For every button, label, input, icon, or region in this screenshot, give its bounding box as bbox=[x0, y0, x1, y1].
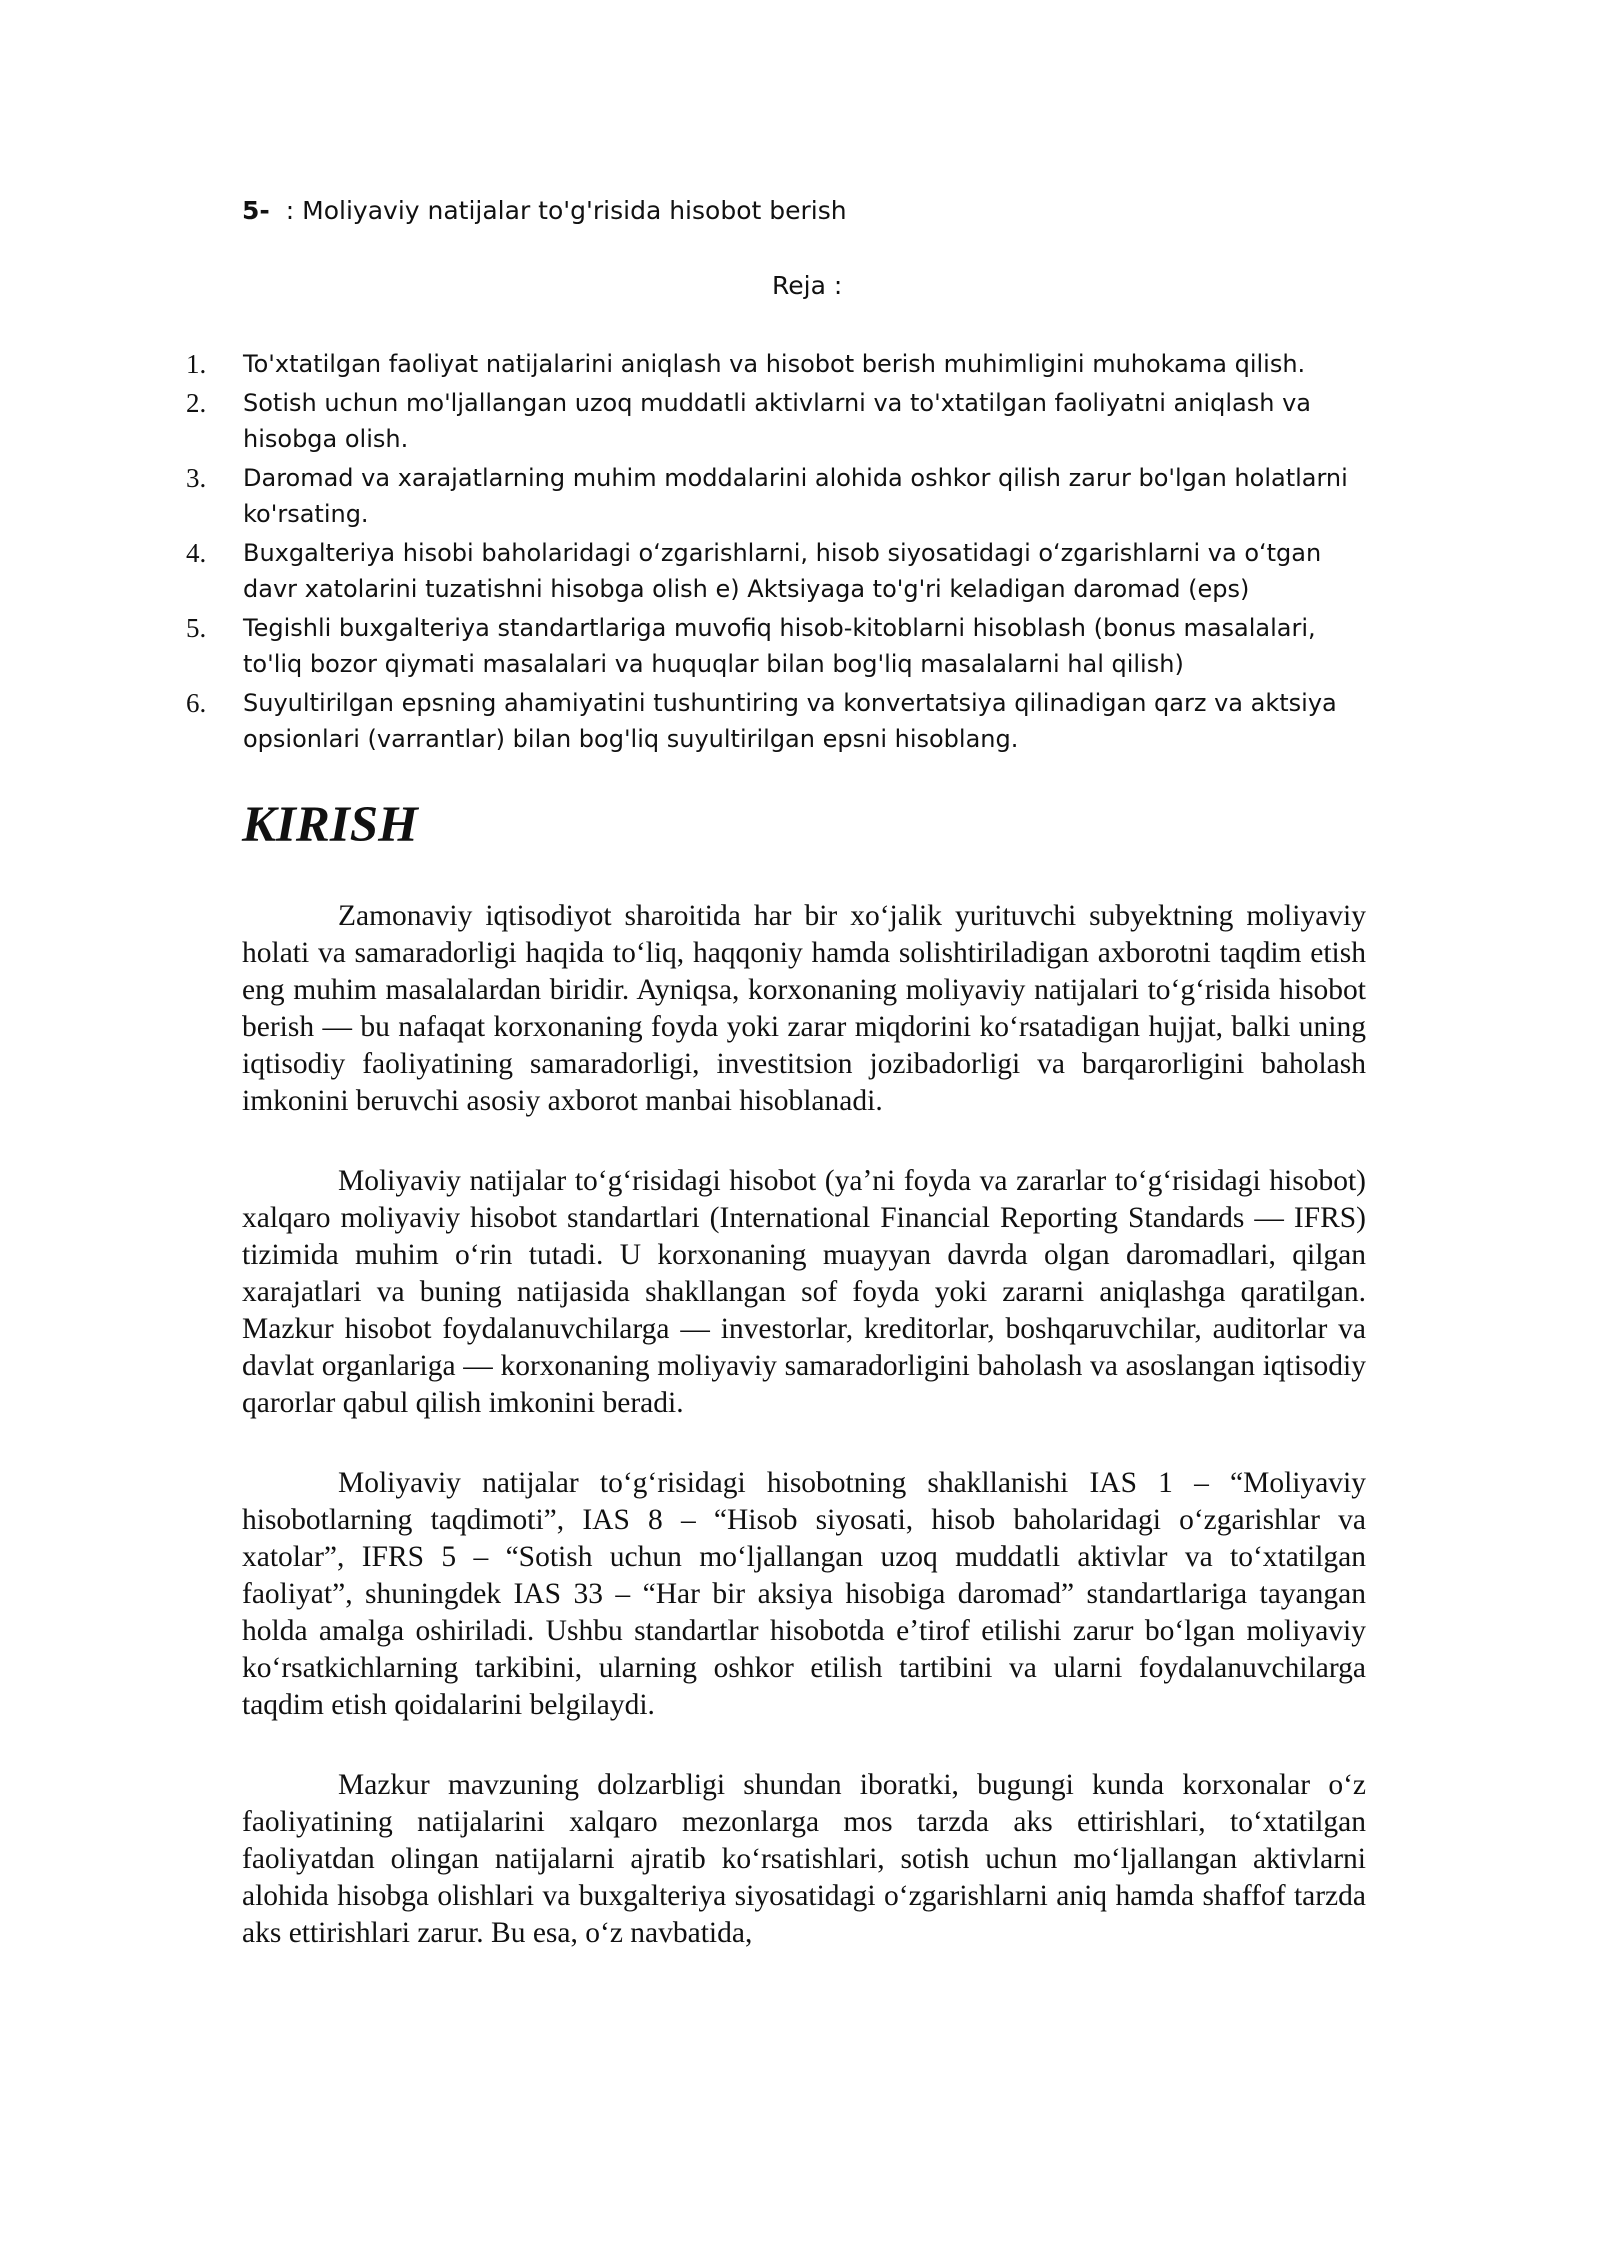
plan-item bbox=[186, 685, 1366, 757]
plan-item-number: 6. bbox=[186, 688, 207, 718]
topic-title: : Moliyaviy natijalar to'g'risida hisobot berish bbox=[285, 196, 847, 225]
plan-item bbox=[186, 385, 1366, 457]
plan-item-number: 5. bbox=[186, 613, 207, 643]
paragraph: Moliyaviy natijalar toʻgʻrisidagi hisobot (yaʼni foyda va zararlar toʻgʻrisidagi hisobot) xalqaro moliyaviy hisobot standartlari (International Financial Reporting Standards — IFRS) tizimida muhim oʻrin tutadi. U korxonaning muayyan davrda olgan daromadlari, qilgan xarajatlari va buning natijasida shakllangan sof foyda yoki zararni aniqlashga qaratilgan. Mazkur hisobot foydalanuvchilarga — investorlar, kreditorlar, boshqaruvchilar, auditorlar va davlat organlariga — korxonaning moliyaviy samaradorligini baholash va asoslangan iqtisodiy qarorlar qabul qilish imkonini beradi. bbox=[242, 1165, 1366, 1419]
plan-item-number: 3. bbox=[186, 463, 207, 493]
paragraph: Mazkur mavzuning dolzarbligi shundan iboratki, bugungi kunda korxonalar oʻz faoliyatining natijalarini xalqaro mezonlarga mos tarzda aks ettirishlari, toʻxtatilgan faoliyatdan olingan natijalarni ajratib koʻrsatishlari, sotish uchun moʻljallangan aktivlarni alohida hisobga olishlari va buxgalteriya siyosatidagi oʻzgarishlarni aniq hamda shaffof tarzda aks ettirishlari zarur. Bu esa, oʻz navbatida, bbox=[242, 1769, 1366, 1949]
plan-item-text: Buxgalteriya hisobi baholaridagi oʻzgarishlarni, hisob siyosatidagi oʻzgarishlarni va oʻtgan davr xatolarini tuzatishni hisobga olish e) Aktsiyaga to'g'ri keladigan daromad (eps) bbox=[243, 539, 1322, 603]
plan-item bbox=[186, 610, 1366, 682]
topic-number: 5- bbox=[242, 196, 270, 225]
plan-item-number: 4. bbox=[186, 538, 207, 568]
plan-item bbox=[186, 535, 1366, 607]
plan-item bbox=[186, 460, 1366, 532]
plan-item-text: Daromad va xarajatlarning muhim moddalarini alohida oshkor qilish zarur bo'lgan holatlarni ko'rsating. bbox=[243, 464, 1348, 528]
plan-list bbox=[186, 346, 1366, 760]
plan-item-number: 2. bbox=[186, 388, 207, 418]
plan-item-text: Tegishli buxgalteriya standartlariga muvofiq hisob-kitoblarni hisoblash (bonus masalalari, to'liq bozor qiymati masalalari va huquqlar bilan bog'liq masalalarni hal qilish) bbox=[243, 614, 1316, 678]
body-text bbox=[242, 898, 1366, 1995]
section-title: KIRISH bbox=[242, 797, 418, 853]
plan-item-number: 1. bbox=[186, 349, 207, 379]
plan-item-text: Suyultirilgan epsning ahamiyatini tushuntiring va konvertatsiya qilinadigan qarz va aktsiya opsionlari (varrantlar) bilan bog'liq suyultirilgan epsni hisoblang. bbox=[243, 689, 1337, 753]
paragraph: Zamonaviy iqtisodiyot sharoitida har bir xoʻjalik yurituvchi subyektning moliyaviy holati va samaradorligi haqida toʻliq, haqqoniy hamda solishtiriladigan axborotni taqdim etish eng muhim masalalardan biridir. Ayniqsa, korxonaning moliyaviy natijalari toʻgʻrisida hisobot berish — bu nafaqat korxonaning foyda yoki zarar miqdorini koʻrsatadigan hujjat, balki uning iqtisodiy faoliyatining samaradorligi, investitsion jozibadorligi va barqarorligini baholash imkonini beruvchi asosiy axborot manbai hisoblanadi. bbox=[242, 900, 1366, 1117]
paragraph: Moliyaviy natijalar toʻgʻrisidagi hisobotning shakllanishi IAS 1 – “Moliyaviy hisobotlarning taqdimoti”, IAS 8 – “Hisob siyosati, hisob baholaridagi oʻzgarishlar va xatolar”, IFRS 5 – “Sotish uchun moʻljallangan uzoq muddatli aktivlar va toʻxtatilgan faoliyat”, shuningdek IAS 33 – “Har bir aksiya hisobiga daromad” standartlariga tayangan holda amalga oshiriladi. Ushbu standartlar hisobotda eʼtirof etilishi zarur boʻlgan moliyaviy koʻrsatkichlarning tarkibini, ularning oshkor etilish tartibini va ularni foydalanuvchilarga taqdim etish qoidalarini belgilaydi. bbox=[242, 1467, 1366, 1721]
plan-heading: Reja : bbox=[772, 271, 843, 300]
plan-item-text: To'xtatilgan faoliyat natijalarini aniqlash va hisobot berish muhimligini muhokama qilish. bbox=[243, 350, 1306, 378]
plan-item-text: Sotish uchun mo'ljallangan uzoq muddatli aktivlarni va to'xtatilgan faoliyatni aniqlash va hisobga olish. bbox=[243, 389, 1311, 453]
topic-heading bbox=[242, 196, 847, 225]
plan-item bbox=[186, 346, 1366, 382]
